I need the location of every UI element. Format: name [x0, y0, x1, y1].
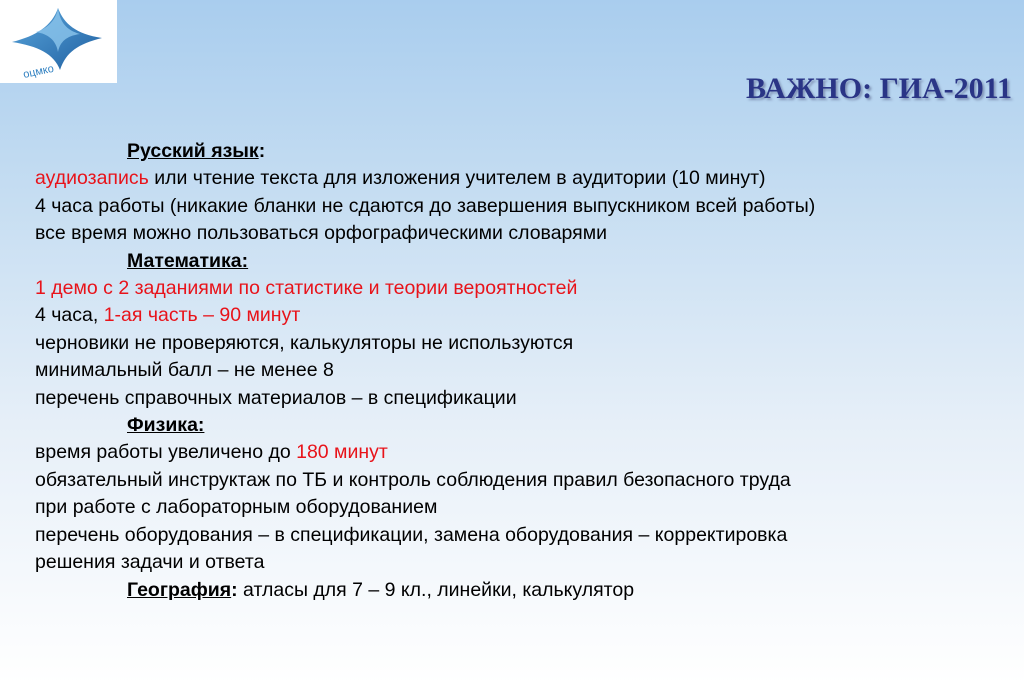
math-line-1: 1 демо с 2 заданиями по статистике и теории вероятностей: [35, 277, 578, 300]
math-line-2: 4 часа, 1-ая часть – 90 минут: [35, 304, 301, 327]
physics-line-2: обязательный инструктаж по ТБ и контроль соблюдения правил безопасного труда: [35, 468, 791, 491]
russian-heading: Русский язык:: [127, 140, 266, 162]
logo-emblem-icon: [0, 0, 117, 83]
physics-line-1: время работы увеличено до 180 минут: [35, 441, 388, 464]
logo: [0, 0, 117, 83]
physics-line-4: перечень оборудования – в спецификации, замена оборудования – корректировка: [35, 523, 788, 546]
geography-heading: География: атласы для 7 – 9 кл., линейки, калькулятор: [127, 578, 635, 601]
math-line-5: перечень справочных материалов – в спецификации: [35, 386, 517, 409]
math-heading: Математика:: [127, 249, 249, 272]
physics-line-5: решения задачи и ответа: [35, 551, 265, 574]
russian-line-2: 4 часа работы (никакие бланки не сдаются до завершения выпускником всей работы): [35, 194, 816, 217]
physics-line-3: при работе с лабораторным оборудованием: [35, 496, 438, 519]
page-title: ВАЖНО: ГИА-2011: [745, 72, 1012, 105]
russian-line-3: все время можно пользоваться орфографическими словарями: [35, 222, 608, 245]
logo-text: оцмко: [22, 62, 55, 81]
content-body: [35, 138, 1010, 604]
physics-heading: Физика:: [127, 414, 205, 437]
math-line-4: минимальный балл – не менее 8: [35, 359, 334, 382]
math-line-3: черновики не проверяются, калькуляторы не используются: [35, 331, 574, 354]
russian-line-1: аудиозапись или чтение текста для изложения учителем в аудитории (10 минут): [35, 167, 766, 190]
